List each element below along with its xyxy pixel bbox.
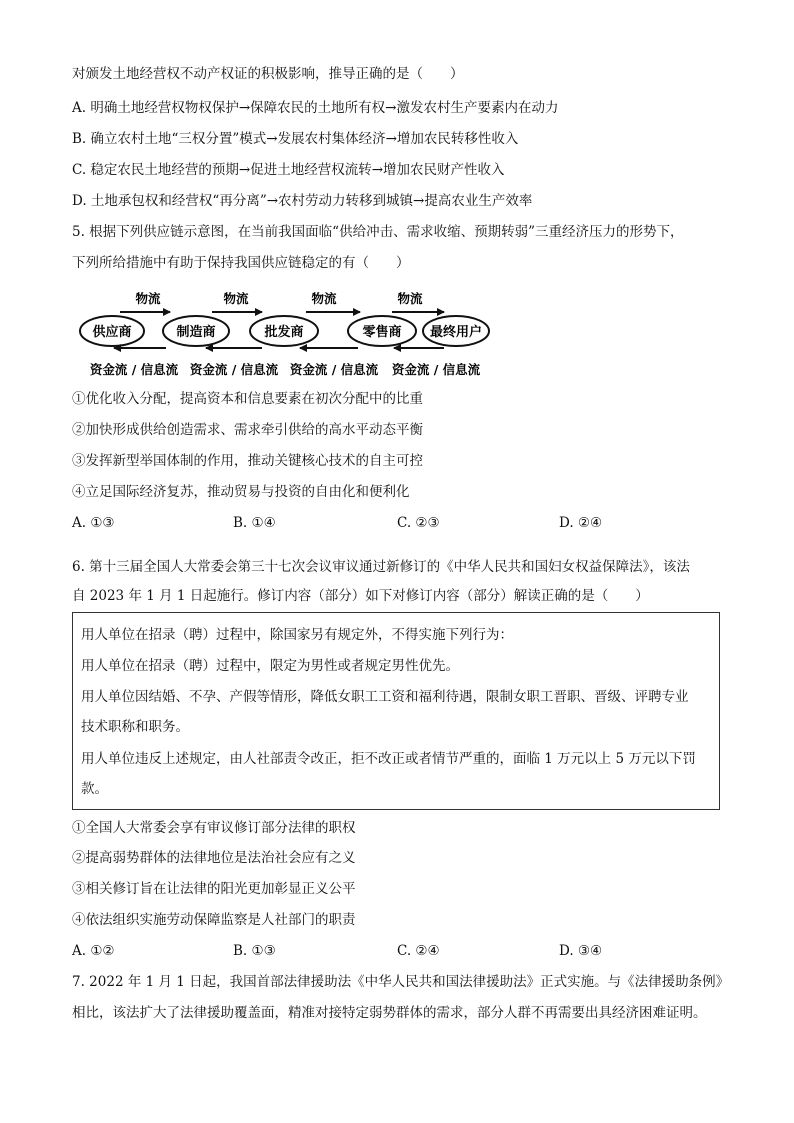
q6-item-2: ②提高弱势群体的法律地位是法治社会应有之义 [72, 850, 356, 866]
excerpt-line-3: 用人单位因结婚、不孕、产假等情形，降低女职工工资和福利待遇，限制女职工晋职、晋级、评聘专业 [81, 689, 689, 705]
q7-stem-line1: 7. 2022 年 1 月 1 日起，我国首部法律援助法《中华人民共和国法律援助法》正式实施。与《法律援助条例》 [72, 974, 730, 990]
q6-stem-line2: 自 2023 年 1 月 1 日起施行。修订内容（部分）如下对修订内容（部分）解读正确的是（ ） [72, 588, 649, 604]
logistics-label-2: 物流 [223, 291, 249, 306]
logistics-label-1: 物流 [135, 291, 161, 306]
q6-choice-d: D. ③④ [559, 943, 603, 959]
excerpt-line-5: 用人单位违反上述规定，由人社部责令改正，拒不改正或者情节严重的，面临 1 万元以上 5 万元以下罚 [81, 751, 696, 767]
node-label-retailer: 零售商 [362, 325, 402, 340]
excerpt-line-2: 用人单位在招录（聘）过程中，限定为男性或者规定男性优先。 [81, 658, 459, 674]
q6-choices [72, 941, 732, 961]
q5-choice-a: A. ①③ [72, 515, 115, 531]
q7-stem-line2: 相比，该法扩大了法律援助覆盖面，精准对接特定弱势群体的需求，部分人群不再需要出具经济困难证明。 [72, 1005, 707, 1021]
excerpt-line-6: 款。 [81, 781, 108, 797]
fund-info-label-2: 资金流 / 信息流 [189, 362, 279, 377]
q4-option-b: B. 确立农村土地“三权分置”模式→发展农村集体经济→增加农民转移性收入 [72, 131, 519, 147]
logistics-label-4: 物流 [397, 291, 423, 306]
node-label-supplier: 供应商 [92, 325, 132, 340]
q6-choice-a: A. ①② [72, 943, 115, 959]
q5-item-1: ①优化收入分配，提高资本和信息要素在初次分配中的比重 [72, 391, 423, 407]
law-excerpt-box [72, 612, 720, 810]
q5-item-3: ③发挥新型举国体制的作用，推动关键核心技术的自主可控 [72, 453, 423, 469]
node-label-end-user: 最终用户 [429, 325, 483, 340]
q5-stem-line2: 下列所给措施中有助于保持我国供应链稳定的有（ ） [72, 255, 410, 271]
q5-stem-line1: 5. 根据下列供应链示意图，在当前我国面临“供给冲击、需求收缩、预期转弱”三重经济压力的形势下， [72, 224, 684, 240]
q4-option-c: C. 稳定农民土地经营的预期→促进土地经营权流转→增加农民财产性收入 [72, 162, 505, 178]
q5-choice-b: B. ①④ [233, 515, 276, 531]
node-label-manufacturer: 制造商 [176, 325, 216, 340]
q4-option-a: A. 明确土地经营权物权保护→保障农民的土地所有权→激发农村生产要素内在动力 [72, 100, 559, 116]
q5-item-4: ④立足国际经济复苏，推动贸易与投资的自由化和便利化 [72, 484, 410, 500]
q6-item-3: ③相关修订旨在让法律的阳光更加彰显正义公平 [72, 881, 356, 897]
q6-item-1: ①全国人大常委会享有审议修订部分法律的职权 [72, 820, 356, 836]
node-label-wholesaler: 批发商 [264, 325, 304, 340]
q5-item-2: ②加快形成供给创造需求、需求牵引供给的高水平动态平衡 [72, 422, 423, 438]
fund-info-label-1: 资金流 / 信息流 [89, 362, 179, 377]
q6-choice-b: B. ①③ [233, 943, 276, 959]
q4-stem: 对颁发土地经营权不动产权证的积极影响，推导正确的是（ ） [72, 66, 464, 82]
fund-info-label-4: 资金流 / 信息流 [391, 362, 481, 377]
q4-option-d: D. 土地承包权和经营权“再分离”→农村劳动力转移到城镇→提高农业生产效率 [72, 193, 533, 209]
excerpt-line-4: 技术职称和职务。 [81, 719, 189, 735]
q5-choice-d: D. ②④ [559, 515, 603, 531]
supply-chain-diagram [72, 284, 512, 380]
q5-choices [72, 513, 732, 533]
fund-info-label-3: 资金流 / 信息流 [289, 362, 379, 377]
q5-choice-c: C. ②③ [397, 515, 440, 531]
q6-choice-c: C. ②④ [397, 943, 440, 959]
logistics-label-3: 物流 [311, 291, 337, 306]
excerpt-line-1: 用人单位在招录（聘）过程中，除国家另有规定外，不得实施下列行为： [81, 627, 513, 643]
q6-item-4: ④依法组织实施劳动保障监察是人社部门的职责 [72, 912, 356, 928]
q6-stem-line1: 6. 第十三届全国人大常委会第三十七次会议审议通过新修订的《中华人民共和国妇女权益保障法》，该法 [72, 559, 690, 575]
